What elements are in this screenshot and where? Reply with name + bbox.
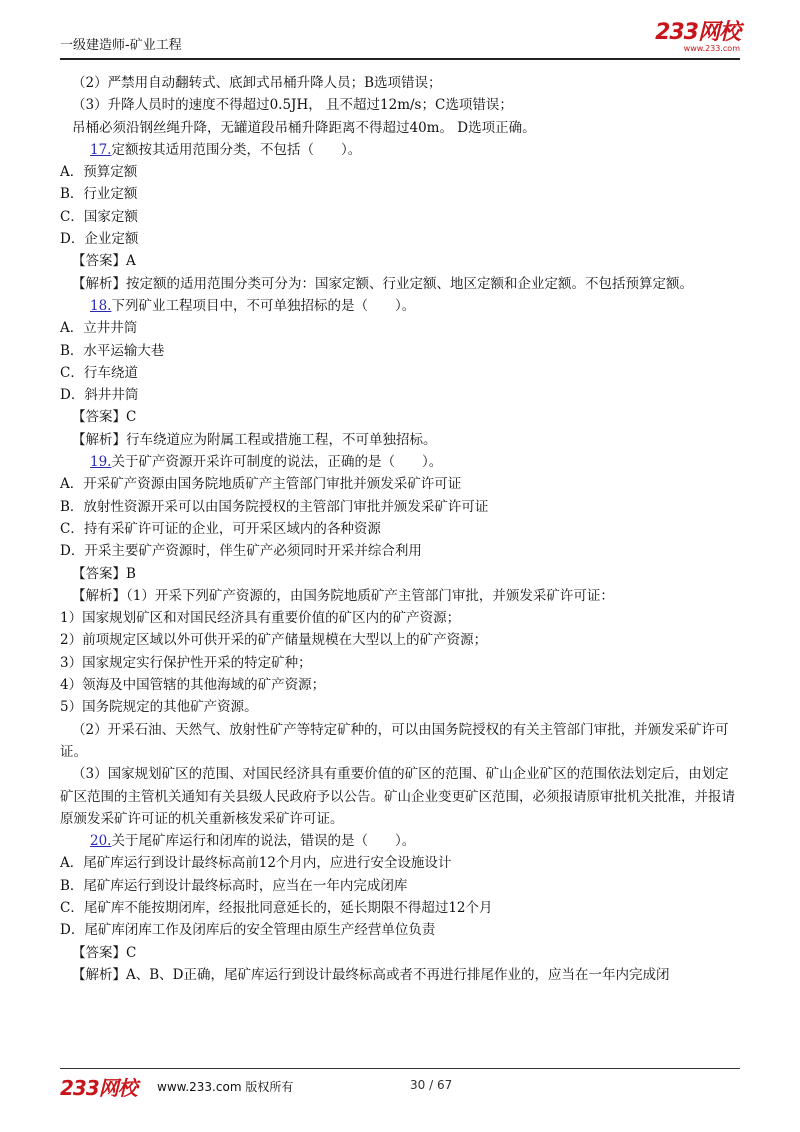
- option-line: [60, 875, 740, 897]
- option-line: [60, 696, 740, 718]
- option-line: [60, 384, 740, 406]
- text-line: [72, 942, 740, 964]
- line-text: 【答案】B: [72, 565, 136, 582]
- brand-logo: [655, 22, 740, 53]
- paragraph: [60, 719, 740, 764]
- question-line: [90, 451, 740, 473]
- text-line: [72, 117, 740, 139]
- option-line: [60, 183, 740, 205]
- line-text: 1）国家规划矿区和对国民经济具有重要价值的矿区内的矿产资源；: [60, 610, 461, 627]
- footer-logo: 233网校: [60, 1076, 137, 1100]
- line-text: 关于尾矿库运行和闭库的说法，错误的是（ ）。: [111, 833, 416, 850]
- document-body: [60, 72, 740, 986]
- option-line: [60, 362, 740, 384]
- text-line: [72, 964, 740, 986]
- option-line: [60, 496, 740, 518]
- line-text: 2）前项规定区域以外可供开采的矿产储量规模在大型以上的矿产资源；: [60, 632, 488, 649]
- line-text: B．尾矿库运行到设计最终标高时，应当在一年内完成闭库: [60, 877, 408, 894]
- line-text: 【解析】（1）开采下列矿产资源的，由国务院地质矿产主管部门审批，并颁发采矿许可证：: [72, 587, 614, 604]
- option-line: [60, 674, 740, 696]
- option-line: [60, 161, 740, 183]
- line-text: C．持有采矿许可证的企业，可开采区域内的各种资源: [60, 520, 381, 537]
- page-footer: [60, 1072, 740, 1100]
- line-text: C．行车绕道: [60, 364, 138, 381]
- line-text: D．尾矿库闭库工作及闭库后的安全管理由原生产经营单位负责: [60, 922, 436, 939]
- option-line: [60, 852, 740, 874]
- line-text: （3）升降人员时的速度不得超过0.5JH， 且不超过12m/s；C选项错误；: [72, 97, 513, 114]
- option-line: [60, 206, 740, 228]
- line-text: 【解析】A、B、D正确，尾矿库运行到设计最终标高或者不再进行排尾作业的，应当在一年内完成闭: [72, 966, 670, 983]
- line-text: A．尾矿库运行到设计最终标高前12个月内，应进行安全设施设计: [60, 855, 452, 872]
- line-text: 4）领海及中国管辖的其他海域的矿产资源；: [60, 677, 326, 694]
- question-number: 20.: [90, 833, 112, 850]
- option-line: [60, 607, 740, 629]
- paragraph: [60, 763, 740, 830]
- option-line: [60, 473, 740, 495]
- option-line: [60, 919, 740, 941]
- line-text: B．水平运输大巷: [60, 342, 165, 359]
- text-line: [72, 250, 740, 272]
- document-title: 一级建造师-矿业工程: [60, 38, 182, 53]
- line-text: 下列矿业工程项目中，不可单独招标的是（ ）。: [111, 297, 416, 314]
- line-text: 【解析】行车绕道应为附属工程或措施工程，不可单独招标。: [72, 431, 437, 448]
- option-line: [60, 317, 740, 339]
- line-text: （3）国家规划矿区的范围、对国民经济具有重要价值的矿区的范围、矿山企业矿区的范围依法划定后，由划定矿区范围的主管机关通知有关县级人民政府予以公告。矿山企业变更矿区范围，必须报请原审批机关批准，并报请原颁发采矿许可证的机关重新核发采矿许可证。: [60, 766, 735, 827]
- option-line: [60, 652, 740, 674]
- line-text: （2）开采石油、天然气、放射性矿产等特定矿种的，可以由国务院授权的有关主管部门审批，并颁发采矿许可证。: [60, 721, 729, 760]
- line-text: A．预算定额: [60, 164, 138, 181]
- line-text: 【解析】按定额的适用范围分类可分为：国家定额、行业定额、地区定额和企业定额。不包括预算定额。: [72, 275, 693, 292]
- line-text: 吊桶必须沿钢丝绳升降，无罐道段吊桶升降距离不得超过40m。 D选项正确。: [72, 119, 536, 136]
- logo-text: 233网校: [655, 20, 740, 45]
- question-line: [90, 295, 740, 317]
- line-text: B．行业定额: [60, 186, 138, 203]
- option-line: [60, 340, 740, 362]
- footer-copyright: www.233.com 版权所有: [157, 1080, 294, 1094]
- line-text: D．斜井井筒: [60, 387, 139, 404]
- line-text: A．开采矿产资源由国务院地质矿产主管部门审批并颁发采矿许可证: [60, 476, 462, 493]
- line-text: 【答案】A: [72, 253, 136, 270]
- text-line: [72, 429, 740, 451]
- option-line: [60, 629, 740, 651]
- question-line: [90, 830, 740, 852]
- line-text: B．放射性资源开采可以由国务院授权的主管部门审批并颁发采矿许可证: [60, 498, 489, 515]
- line-text: C．国家定额: [60, 208, 138, 225]
- option-line: [60, 897, 740, 919]
- question-number: 19.: [90, 454, 112, 471]
- line-text: D．企业定额: [60, 231, 139, 248]
- text-line: [72, 406, 740, 428]
- text-line: [72, 585, 740, 607]
- paragraph: [60, 273, 740, 295]
- page-number: 30 / 67: [410, 1078, 453, 1092]
- line-text: A．立井井筒: [60, 320, 138, 337]
- line-text: （2）严禁用自动翻转式、底卸式吊桶升降人员；B选项错误；: [72, 75, 442, 91]
- line-text: 【答案】C: [72, 944, 137, 961]
- question-number: 18.: [90, 297, 112, 314]
- text-line: [72, 563, 740, 585]
- footer-divider: [60, 1068, 740, 1069]
- option-line: [60, 228, 740, 250]
- logo-url: www.233.com: [683, 44, 740, 53]
- text-line: [72, 94, 740, 116]
- line-text: 关于矿产资源开采许可制度的说法，正确的是（ ）。: [111, 454, 443, 471]
- option-line: [60, 540, 740, 562]
- line-text: 3）国家规定实行保护性开采的特定矿种；: [60, 654, 312, 671]
- question-line: [90, 139, 740, 161]
- header-divider: [60, 58, 740, 60]
- text-line: [72, 72, 740, 94]
- page-header: [60, 22, 740, 54]
- line-text: 【答案】C: [72, 409, 137, 426]
- option-line: [60, 518, 740, 540]
- question-number: 17.: [90, 141, 112, 158]
- line-text: 5）国务院规定的其他矿产资源。: [60, 699, 258, 716]
- line-text: C．尾矿库不能按期闭库，经报批同意延长的，延长期限不得超过12个月: [60, 899, 493, 916]
- line-text: 定额按其适用范围分类，不包括（ ）。: [111, 141, 362, 158]
- line-text: D．开采主要矿产资源时，伴生矿产必须同时开采并综合利用: [60, 543, 422, 560]
